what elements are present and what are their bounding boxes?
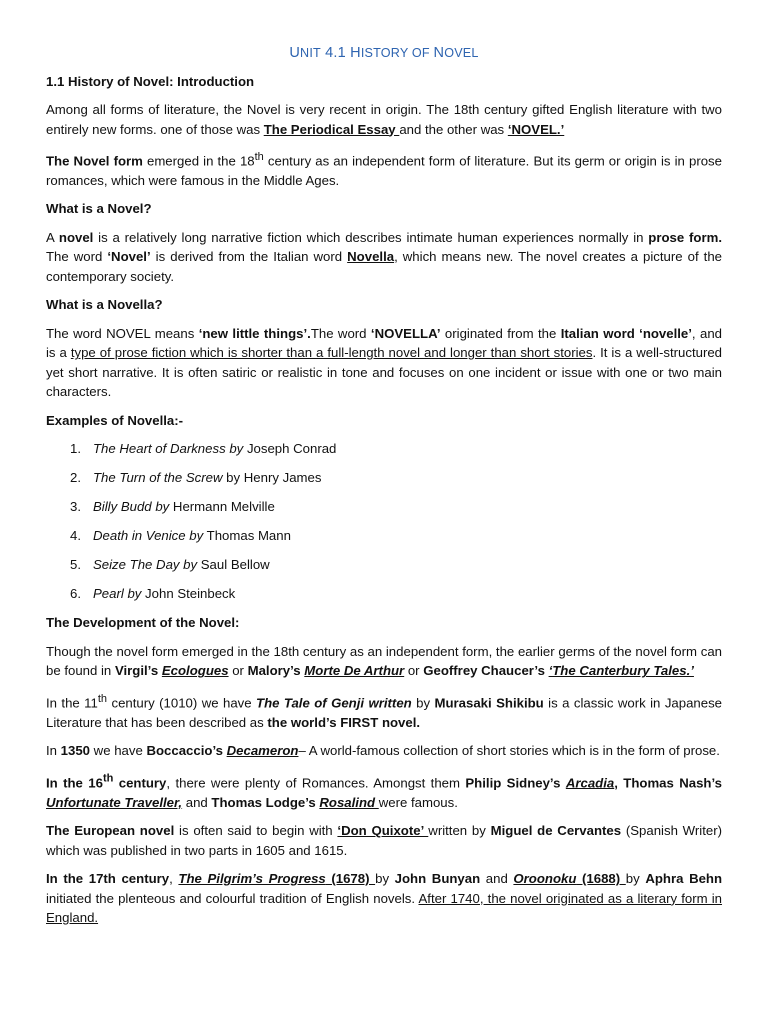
- text-run: In: [46, 743, 61, 759]
- text-run: written by: [428, 823, 491, 839]
- text-run: Though the novel form emerged in the 18th century as an independent form, the earlier germs of the novel form can be found in: [46, 643, 722, 679]
- text-run: John Bunyan: [394, 871, 481, 887]
- text-run: novel: [58, 229, 94, 245]
- text-run: Rosalind: [319, 794, 379, 810]
- book-title: Billy Budd: [93, 499, 152, 515]
- text-run: or: [404, 663, 424, 679]
- text-run: by: [225, 441, 247, 457]
- text-run: type of prose fiction which is shorter than a full-length novel and longer than short stories: [70, 345, 593, 361]
- list-item: [70, 584, 722, 604]
- text-run: by: [185, 528, 204, 544]
- text-run: Boccaccio’s: [146, 743, 227, 759]
- page-title: [46, 44, 722, 64]
- text-run: ,: [169, 871, 179, 887]
- text-run: and the other was: [399, 121, 508, 137]
- text-run: originated from the: [440, 325, 561, 341]
- text-run: The Periodical Essay: [263, 121, 400, 137]
- title-part: OF: [408, 46, 434, 60]
- text-run: were famous.: [378, 794, 458, 810]
- text-run: emerged in the 18: [142, 153, 255, 169]
- text-run: Oroonoku: [513, 871, 577, 887]
- paragraph-novel-form: [46, 148, 722, 190]
- paragraph-novel-definition: [46, 228, 722, 287]
- text-run: The word: [46, 249, 108, 265]
- book-author: Joseph Conrad: [246, 441, 337, 457]
- text-run: The Novel form: [46, 153, 143, 169]
- paragraph-17th-century: [46, 869, 722, 928]
- book-author: Henry James: [240, 470, 322, 486]
- text-run: th: [102, 772, 114, 785]
- text-run: Virgil’s: [114, 663, 162, 679]
- text-run: by: [411, 695, 435, 711]
- title-part: OVEL: [444, 46, 479, 60]
- text-run: The Tale of Genji written: [256, 695, 412, 711]
- title-part: NIT: [300, 46, 321, 60]
- text-run: 1350: [60, 743, 91, 759]
- paragraph-european-novel: [46, 821, 722, 860]
- text-run: Murasaki Shikibu: [434, 695, 544, 711]
- list-item: [70, 439, 722, 459]
- list-item: [70, 497, 722, 517]
- text-run: or: [228, 663, 248, 679]
- book-title: Seize The Day: [93, 557, 180, 573]
- text-run: is often said to begin with: [174, 823, 338, 839]
- text-run: ‘The Canterbury Tales.’: [548, 663, 694, 679]
- book-title: Death in Venice: [93, 528, 186, 544]
- text-run: prose form.: [648, 229, 722, 245]
- text-run: by: [123, 586, 142, 602]
- list-number: 1.: [70, 441, 81, 457]
- text-run: Ecologues: [161, 663, 229, 679]
- text-run: by: [179, 557, 201, 573]
- text-run: Thomas Lodge’s: [211, 794, 320, 810]
- text-run: th: [254, 151, 264, 163]
- paragraph-early-germs: [46, 642, 722, 681]
- list-item: [70, 526, 722, 546]
- text-run: ‘NOVELLA’: [370, 325, 441, 341]
- heading-what-is-novel: What is a Novel?: [46, 201, 152, 217]
- title-part: N: [433, 45, 445, 61]
- text-run: ‘new little things’.: [198, 325, 311, 341]
- text-run: Aphra Behn: [645, 871, 723, 887]
- text-run: Philip Sidney’s: [465, 775, 566, 791]
- text-run: The word: [310, 325, 371, 341]
- text-run: Morte De Arthur: [304, 663, 405, 679]
- text-run: by: [375, 871, 395, 887]
- text-run: Miguel de Cervantes: [490, 823, 622, 839]
- text-run: the world’s FIRST novel.: [267, 714, 421, 730]
- text-run: initiated the plenteous and colourful tradition of English novels.: [46, 890, 419, 906]
- text-run: Malory’s: [247, 663, 305, 679]
- text-run: The European novel: [46, 823, 175, 839]
- text-run: by: [151, 499, 170, 515]
- text-run: century (1010) we have: [107, 695, 257, 711]
- text-run: (1688): [576, 871, 626, 887]
- paragraph-tale-of-genji: [46, 690, 722, 732]
- text-run: and: [480, 871, 514, 887]
- text-run: is a relatively long narrative fiction which describes intimate human experiences normally in: [93, 229, 649, 245]
- text-run: A: [46, 229, 59, 245]
- paragraph-intro: [46, 100, 722, 139]
- heading-what-is-novella: What is a Novella?: [46, 297, 163, 313]
- book-author: Saul Bellow: [200, 557, 270, 573]
- list-item: [70, 555, 722, 575]
- text-run: The Pilgrim’s Progress: [178, 871, 326, 887]
- text-run: by: [625, 871, 646, 887]
- title-part: ISTORY: [360, 46, 409, 60]
- intro-heading: 1.1 History of Novel: Introduction: [46, 73, 255, 89]
- text-run: is a classic work in Japanese Literature that has been described as: [46, 695, 723, 730]
- text-run: th: [97, 692, 108, 705]
- list-number: 3.: [70, 499, 81, 515]
- text-run: and: [182, 794, 212, 810]
- book-title: The Heart of Darkness: [93, 441, 226, 457]
- list-item: [70, 468, 722, 488]
- text-run: (Spanish Writer) which was published in two parts in 1605 and 1615.: [46, 823, 722, 858]
- text-run: century: [113, 775, 167, 791]
- novella-examples-list: [46, 439, 722, 604]
- text-run: Novella: [347, 249, 395, 265]
- text-run: ‘Novel’: [107, 249, 151, 265]
- text-run: (1678): [325, 871, 376, 887]
- text-run: Decameron: [226, 743, 299, 759]
- title-part: H: [350, 45, 361, 61]
- book-author: Hermann Melville: [169, 499, 275, 515]
- text-run: . It is a well-structured yet short narrative. It is often satiric or realistic in tone and focuses on one incident or issue with one or two main characters.: [46, 345, 723, 400]
- text-run: Italian word ‘novelle’: [560, 325, 692, 341]
- text-run: , which means new. The novel creates a picture of the contemporary society.: [46, 249, 723, 284]
- text-run: is derived from the Italian word: [150, 249, 348, 265]
- book-title: Pearl: [93, 586, 124, 602]
- list-number: 5.: [70, 557, 81, 573]
- title-part: U: [289, 45, 301, 61]
- text-run: Geoffrey Chaucer’s: [423, 663, 549, 679]
- text-run: Arcadia: [565, 775, 615, 791]
- heading-examples: Examples of Novella:-: [46, 412, 184, 428]
- book-author: Thomas Mann: [203, 528, 291, 544]
- title-part: 4.1: [320, 45, 351, 61]
- text-run: century as an independent form of literature. But its germ or origin is in prose romances, which were famous in the Middle Ages.: [46, 153, 722, 188]
- text-run: In the 17th century: [46, 871, 170, 887]
- text-run: – A world-famous collection of short stories which is in the form of prose.: [298, 743, 720, 759]
- list-number: 2.: [70, 470, 81, 486]
- paragraph-16th-century: [46, 770, 722, 812]
- text-run: In the 16: [46, 775, 103, 791]
- text-run: by: [222, 470, 241, 486]
- text-run: ‘Don Quixote’: [337, 823, 429, 839]
- text-run: In the 11: [46, 695, 98, 711]
- text-run: The word NOVEL means: [46, 325, 199, 341]
- paragraph-decameron: [46, 741, 722, 761]
- text-run: , Thomas Nash’s: [614, 775, 722, 791]
- text-run: Among all forms of literature, the Novel is very recent in origin. The 18th century gifted English literature with two entirely new forms. one of those was: [46, 102, 722, 137]
- text-run: , there were plenty of Romances. Amongst them: [166, 775, 466, 791]
- text-run: After 1740, the novel originated as a literary form in England.: [46, 890, 723, 926]
- book-title: The Turn of the Screw: [93, 470, 223, 486]
- text-run: ‘NOVEL.’: [507, 121, 565, 137]
- list-number: 6.: [70, 586, 81, 602]
- paragraph-novella-definition: [46, 324, 722, 402]
- book-author: John Steinbeck: [141, 586, 236, 602]
- text-run: Unfortunate Traveller,: [46, 794, 183, 810]
- text-run: we have: [90, 743, 147, 759]
- heading-development: The Development of the Novel:: [46, 615, 240, 631]
- list-number: 4.: [70, 528, 81, 544]
- text-run: , and is a: [46, 325, 722, 361]
